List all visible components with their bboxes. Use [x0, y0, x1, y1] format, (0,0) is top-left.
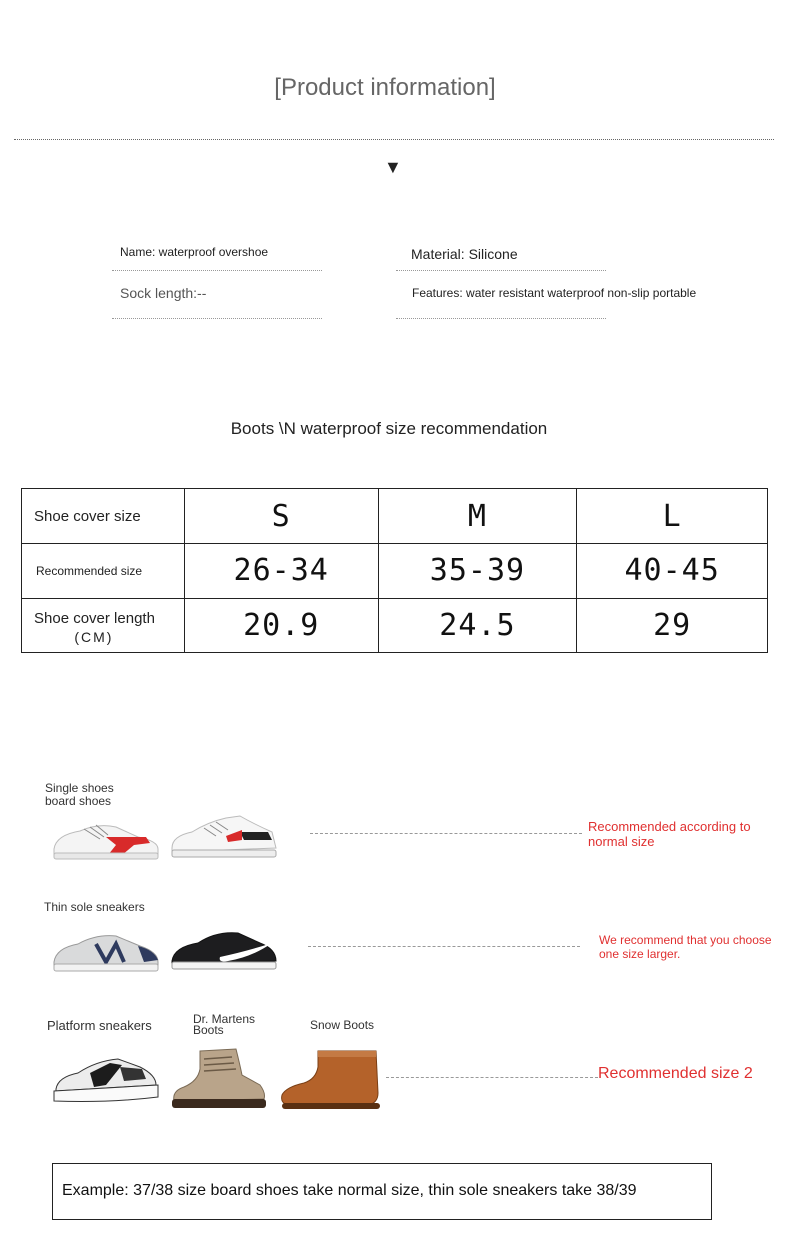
row-label: Shoe cover size [22, 489, 185, 544]
info-material: Material: Silicone [411, 246, 518, 262]
table-cell: 29 [577, 598, 768, 652]
recommendation-line: Recommended according to [588, 819, 751, 834]
category-line: Dr. Martens [193, 1012, 256, 1026]
recommendation-text [588, 819, 751, 849]
table-cell: L [577, 489, 768, 544]
info-divider [396, 318, 606, 319]
info-divider [112, 270, 322, 271]
category-label: Thin sole sneakers [44, 900, 145, 914]
table-cell: 24.5 [378, 598, 577, 652]
table-row [22, 544, 768, 598]
table-cell: 40-45 [577, 544, 768, 598]
info-features: Features: water resistant waterproof non-slip portable [412, 286, 697, 300]
info-divider [112, 318, 322, 319]
title-divider [14, 139, 774, 140]
recommendation-text [599, 933, 772, 961]
black-swoosh-running-shoe-image [168, 925, 280, 975]
white-red-sneaker-image [50, 815, 162, 863]
grey-navy-running-shoe-image [50, 928, 162, 976]
dashed-connector [310, 833, 582, 834]
size-table [21, 488, 768, 653]
brown-snow-boot-image [278, 1047, 384, 1113]
category-label: Platform sneakers [47, 1018, 152, 1033]
info-sock-length: Sock length:-- [120, 285, 207, 301]
table-row [22, 489, 768, 544]
recommendation-line: normal size [588, 834, 655, 849]
category-line: Single shoes [45, 781, 114, 795]
down-arrow-icon: ▼ [384, 157, 402, 177]
table-cell: S [184, 489, 378, 544]
table-cell: M [378, 489, 577, 544]
row-sublabel: (CM) [74, 629, 114, 646]
table-cell: 20.9 [184, 598, 378, 652]
category-label [193, 1014, 255, 1036]
info-divider [396, 270, 606, 271]
category-label: Snow Boots [310, 1018, 375, 1032]
info-name: Name: waterproof overshoe [120, 245, 269, 259]
table-cell: 26-34 [184, 544, 378, 598]
page-title: [Product information] [274, 74, 496, 101]
category-line: Boots [193, 1023, 224, 1037]
dashed-connector [386, 1077, 598, 1078]
row-label [22, 598, 185, 652]
tan-martens-boot-image [170, 1045, 268, 1113]
table-row [22, 598, 768, 652]
table-cell: 35-39 [378, 544, 577, 598]
dashed-connector [308, 946, 580, 947]
category-line: board shoes [45, 794, 112, 808]
black-white-platform-sneaker-image [50, 1055, 162, 1107]
white-black-sneaker-image [168, 810, 280, 862]
size-section-title: Boots \N waterproof size recommendation [230, 419, 548, 438]
row-label: Recommended size [22, 544, 185, 598]
category-label [45, 782, 114, 808]
example-text: Example: 37/38 size board shoes take normal size, thin sole sneakers take 38/39 [62, 1182, 637, 1199]
recommendation-line: We recommend that you choose [599, 933, 772, 947]
recommendation-text: Recommended size 2 [598, 1065, 753, 1082]
recommendation-line: one size larger. [599, 947, 681, 961]
row-label-text: Shoe cover length [34, 610, 155, 628]
